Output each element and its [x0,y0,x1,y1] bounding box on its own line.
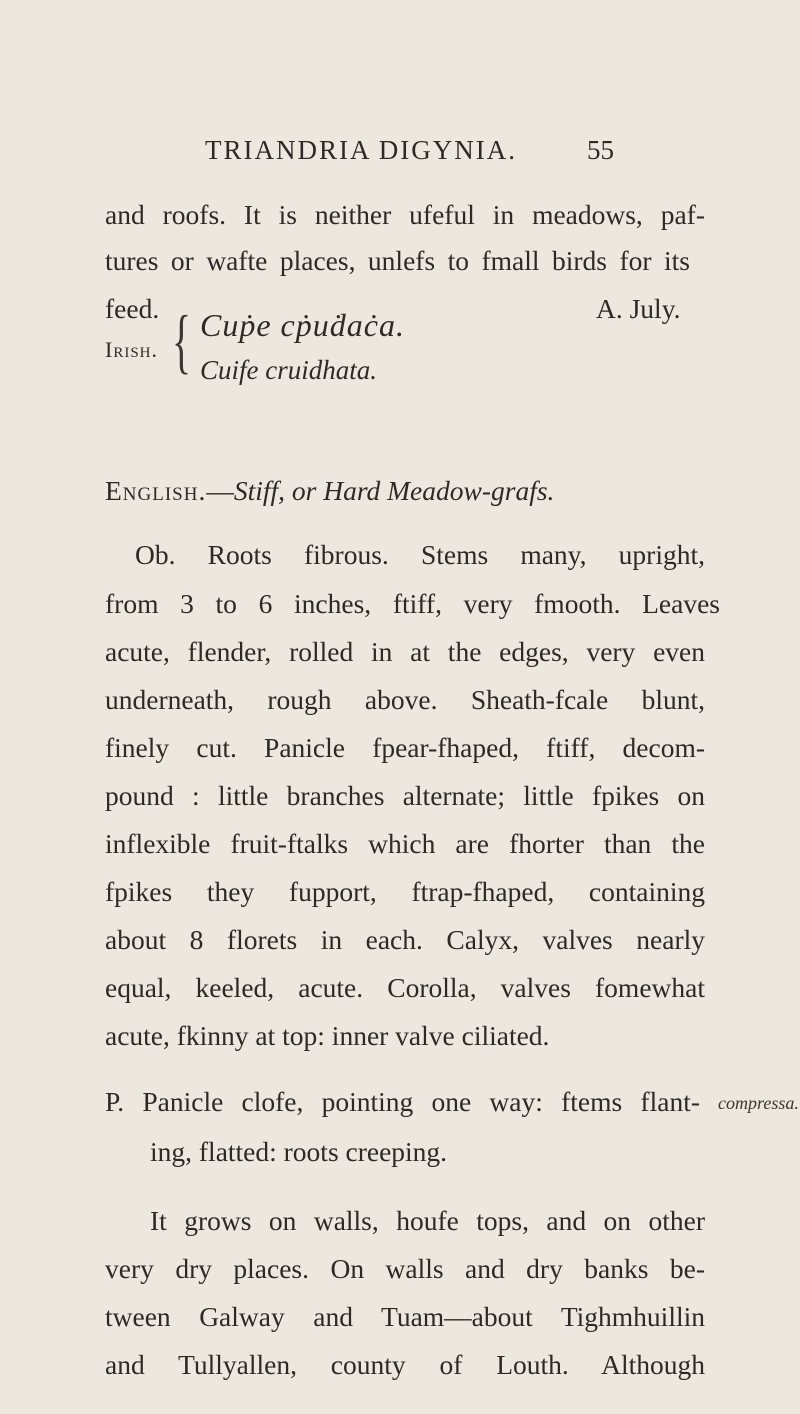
text-line: and Tullyallen, county of Louth. Although [105,1349,705,1380]
english-dash: — [206,475,234,506]
page-number: 55 [587,135,614,165]
english-common-name: Stiff, or Hard Meadow-grafs. [233,475,555,506]
text-line: and roofs. It is neither ufeful in meadows, paf- [105,199,705,230]
text-line: fpikes they fupport, ftrap-fhaped, containing [105,876,705,907]
margin-note: compressa. [718,1093,799,1113]
text-line: pound : little branches alternate; little fpikes on [105,780,705,811]
text-line: equal, keeled, acute. Corolla, valves fomewhat [105,972,705,1003]
english-label: English. [105,475,207,506]
brace-icon: { [172,301,192,381]
english-name-line [105,477,554,505]
text-line: about 8 florets in each. Calyx, valves nearly [105,924,705,955]
text-line: very dry places. On walls and dry banks be- [105,1253,705,1284]
text-line: P. Panicle clofe, pointing one way: ftems flant- [105,1086,700,1117]
irish-transliteration: Cuife cruidhata. [200,355,377,385]
text-line: finely cut. Panicle fpear-fhaped, ftiff, decom- [105,732,705,763]
text-line: tures or wafte places, unlefs to fmall birds for its [105,245,690,276]
text-line: underneath, rough above. Sheath-fcale blunt, [105,684,705,715]
header-title: TRIANDRIA DIGYNIA. [205,135,517,165]
text-line: feed. [105,293,160,324]
text-line: from 3 to 6 inches, ftiff, very fmooth. Leaves [105,588,720,619]
text-line: Ob. Roots fibrous. Stems many, upright, [135,539,705,570]
text-line: acute, flender, rolled in at the edges, very even [105,636,705,667]
irish-label: Irish. [105,337,159,362]
flowering-note: A. July. [596,293,681,324]
text-line: It grows on walls, houfe tops, and on other [150,1205,705,1236]
text-line: ing, flatted: roots creeping. [150,1136,448,1167]
text-line: inflexible fruit-ftalks which are fhorter than the [105,828,705,859]
text-line: tween Galway and Tuam—about Tighmhuillin [105,1301,705,1332]
text-line: acute, fkinny at top: inner valve ciliated. [105,1020,550,1051]
irish-gaelic-name: Cuṗe cṗuḋaċa. [200,307,405,343]
